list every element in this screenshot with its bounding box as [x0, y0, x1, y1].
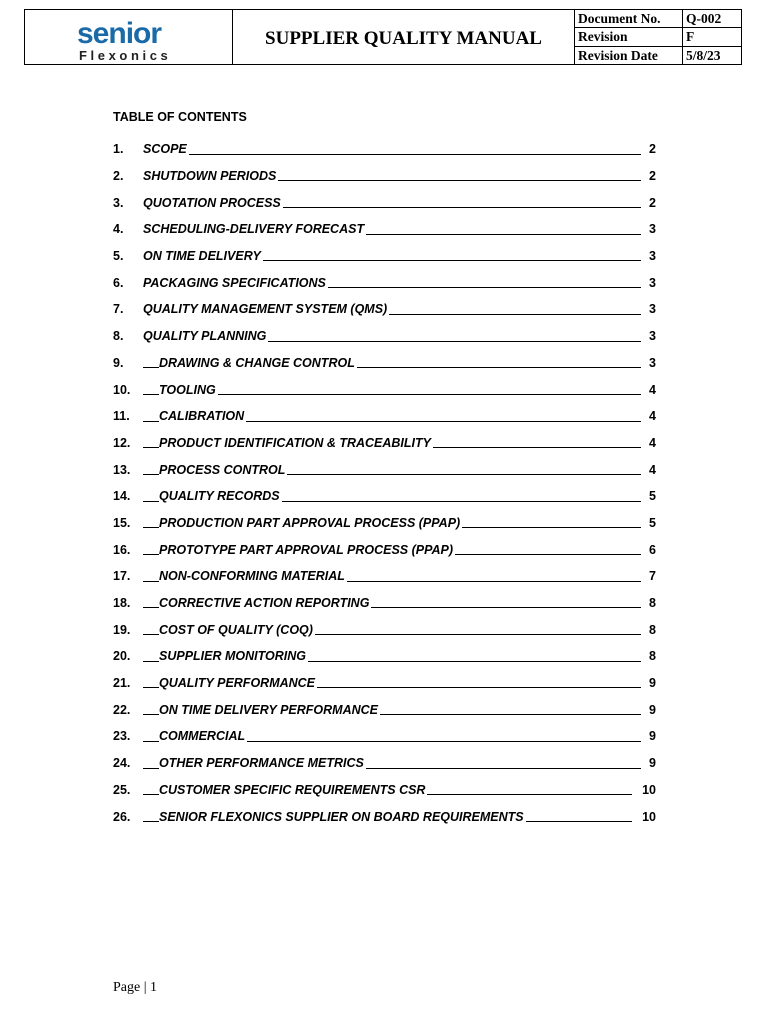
toc-entry[interactable]: [113, 590, 658, 617]
toc-entry[interactable]: [113, 696, 658, 723]
toc-entry-number: 7.: [113, 302, 124, 317]
toc-entry-title: PRODUCT IDENTIFICATION & TRACEABILITY: [159, 435, 431, 450]
meta-label: Document No.: [575, 10, 683, 28]
toc-entry[interactable]: [113, 163, 658, 190]
toc-entry-title: QUALITY MANAGEMENT SYSTEM (QMS): [143, 302, 388, 317]
toc-entry-page: 6: [649, 542, 656, 557]
toc-entry[interactable]: [113, 616, 658, 643]
toc-entry[interactable]: [113, 510, 658, 537]
toc-entry-page: 3: [649, 329, 656, 344]
toc-entry-number: 4.: [113, 222, 124, 237]
meta-value: Q-002: [683, 10, 742, 28]
toc-entry-page: 2: [649, 169, 656, 184]
toc-entry-number: 23.: [113, 729, 131, 744]
toc-entry-title: COST OF QUALITY (COQ): [159, 622, 313, 637]
toc-entry-number: 2.: [113, 169, 124, 184]
toc-entry-page: 9: [649, 676, 656, 691]
toc-entry-page: 8: [649, 649, 656, 664]
toc-entry[interactable]: [113, 296, 658, 323]
toc-entry[interactable]: [113, 670, 658, 697]
toc-entry-title: ON TIME DELIVERY: [143, 249, 261, 264]
toc-entry[interactable]: [113, 269, 658, 296]
toc-entry[interactable]: [113, 750, 658, 777]
toc-entry-page: 3: [649, 355, 656, 370]
toc-entry-number: 6.: [113, 275, 124, 290]
toc-entry-number: 26.: [113, 809, 131, 824]
toc-entry-number: 8.: [113, 329, 124, 344]
toc-entry-page: 2: [649, 195, 656, 210]
toc-entry-number: 9.: [113, 355, 124, 370]
toc-entry-number: 3.: [113, 195, 124, 210]
toc-entry-title: PROTOTYPE PART APPROVAL PROCESS (PPAP): [159, 542, 454, 557]
toc-entry[interactable]: [113, 243, 658, 270]
toc-entry-title: SENIOR FLEXONICS SUPPLIER ON BOARD REQUIREMENTS: [159, 809, 524, 824]
meta-row: [575, 28, 741, 46]
toc-entry-title: CALIBRATION: [159, 409, 245, 424]
toc-entry-page: 9: [649, 756, 656, 771]
toc-entry-page: 8: [649, 596, 656, 611]
toc-entry[interactable]: [113, 430, 658, 457]
toc-entry-page: 2: [649, 142, 656, 157]
toc-entry-number: 16.: [113, 542, 131, 557]
toc-entry-number: 25.: [113, 782, 131, 797]
toc-entry-page: 5: [649, 489, 656, 504]
toc-entry-title: SHUTDOWN PERIODS: [143, 169, 277, 184]
toc-entry[interactable]: [113, 403, 658, 430]
toc-entry[interactable]: [113, 536, 658, 563]
toc-entry-page: 7: [649, 569, 656, 584]
toc-entry-title: NON-CONFORMING MATERIAL: [159, 569, 345, 584]
toc-entry-number: 21.: [113, 676, 131, 691]
toc-entry-title: SCOPE: [143, 142, 187, 157]
meta-label: Revision Date: [575, 46, 683, 64]
toc-entry-page: 3: [649, 275, 656, 290]
toc-entry-page: 5: [649, 515, 656, 530]
toc-entry-number: 12.: [113, 435, 131, 450]
logo-wordmark-top: senior: [77, 17, 162, 50]
toc-entry-page: 4: [649, 435, 656, 450]
table-of-contents: [113, 136, 658, 830]
toc-entry-title: QUALITY PERFORMANCE: [159, 676, 316, 691]
toc-entry-page: 4: [649, 409, 656, 424]
meta-value: F: [683, 28, 742, 46]
toc-entry-title: PROCESS CONTROL: [159, 462, 286, 477]
toc-entry[interactable]: [113, 563, 658, 590]
toc-entry-title: COMMERCIAL: [159, 729, 246, 744]
toc-entry-number: 15.: [113, 515, 131, 530]
meta-value: 5/8/23: [683, 46, 742, 64]
toc-entry-title: QUOTATION PROCESS: [143, 195, 281, 210]
toc-entry[interactable]: [113, 136, 658, 163]
toc-entry-title: DRAWING & CHANGE CONTROL: [159, 355, 355, 370]
toc-entry-number: 22.: [113, 702, 131, 717]
toc-entry-number: 5.: [113, 249, 124, 264]
toc-entry[interactable]: [113, 643, 658, 670]
logo-wordmark-bottom: Flexonics: [79, 48, 172, 63]
meta-row: [575, 10, 741, 28]
toc-entry-number: 14.: [113, 489, 131, 504]
toc-entry-title: SCHEDULING-DELIVERY FORECAST: [143, 222, 365, 237]
toc-entry[interactable]: [113, 216, 658, 243]
toc-entry-number: 19.: [113, 622, 131, 637]
toc-entry-title: CORRECTIVE ACTION REPORTING: [159, 596, 370, 611]
toc-entry[interactable]: [113, 456, 658, 483]
toc-entry-page: 10: [642, 782, 656, 797]
toc-entry-title: PRODUCTION PART APPROVAL PROCESS (PPAP): [159, 515, 461, 530]
toc-entry[interactable]: [113, 723, 658, 750]
senior-flexonics-logo: [75, 17, 205, 63]
toc-entry-page: 9: [649, 702, 656, 717]
toc-entry-page: 3: [649, 302, 656, 317]
document-header: [24, 9, 742, 65]
document-title: SUPPLIER QUALITY MANUAL: [233, 10, 575, 64]
toc-entry-number: 13.: [113, 462, 131, 477]
toc-entry-title: PACKAGING SPECIFICATIONS: [143, 275, 326, 290]
document-meta-table: [575, 10, 741, 64]
toc-entry[interactable]: [113, 350, 658, 377]
toc-entry-number: 10.: [113, 382, 131, 397]
toc-leader-line: [143, 154, 641, 155]
toc-entry-title: CUSTOMER SPECIFIC REQUIREMENTS CSR: [159, 782, 426, 797]
page-number-footer: Page | 1: [113, 980, 158, 995]
toc-entry-number: 18.: [113, 596, 131, 611]
toc-entry-title: TOOLING: [159, 382, 216, 397]
meta-row: [575, 46, 741, 64]
toc-entry-title: SUPPLIER MONITORING: [159, 649, 307, 664]
toc-entry[interactable]: [113, 803, 658, 830]
toc-entry-page: 3: [649, 249, 656, 264]
toc-heading: TABLE OF CONTENTS: [113, 110, 247, 124]
toc-entry[interactable]: [113, 323, 658, 350]
toc-entry-title: QUALITY RECORDS: [159, 489, 280, 504]
toc-entry-number: 24.: [113, 756, 131, 771]
toc-entry-page: 10: [642, 809, 656, 824]
toc-entry-number: 20.: [113, 649, 131, 664]
meta-label: Revision: [575, 28, 683, 46]
toc-entry-number: 11.: [113, 409, 130, 424]
toc-entry-title: ON TIME DELIVERY PERFORMANCE: [159, 702, 379, 717]
toc-entry[interactable]: [113, 483, 658, 510]
toc-entry-page: 9: [649, 729, 656, 744]
toc-entry[interactable]: [113, 189, 658, 216]
logo-cell: [25, 10, 233, 64]
toc-entry-page: 3: [649, 222, 656, 237]
toc-entry-page: 8: [649, 622, 656, 637]
toc-entry[interactable]: [113, 777, 658, 804]
toc-entry[interactable]: [113, 376, 658, 403]
toc-entry-number: 1.: [113, 142, 124, 157]
toc-entry-number: 17.: [113, 569, 131, 584]
toc-entry-page: 4: [649, 462, 656, 477]
toc-entry-title: QUALITY PLANNING: [143, 329, 267, 344]
toc-entry-title: OTHER PERFORMANCE METRICS: [159, 756, 364, 771]
toc-entry-page: 4: [649, 382, 656, 397]
